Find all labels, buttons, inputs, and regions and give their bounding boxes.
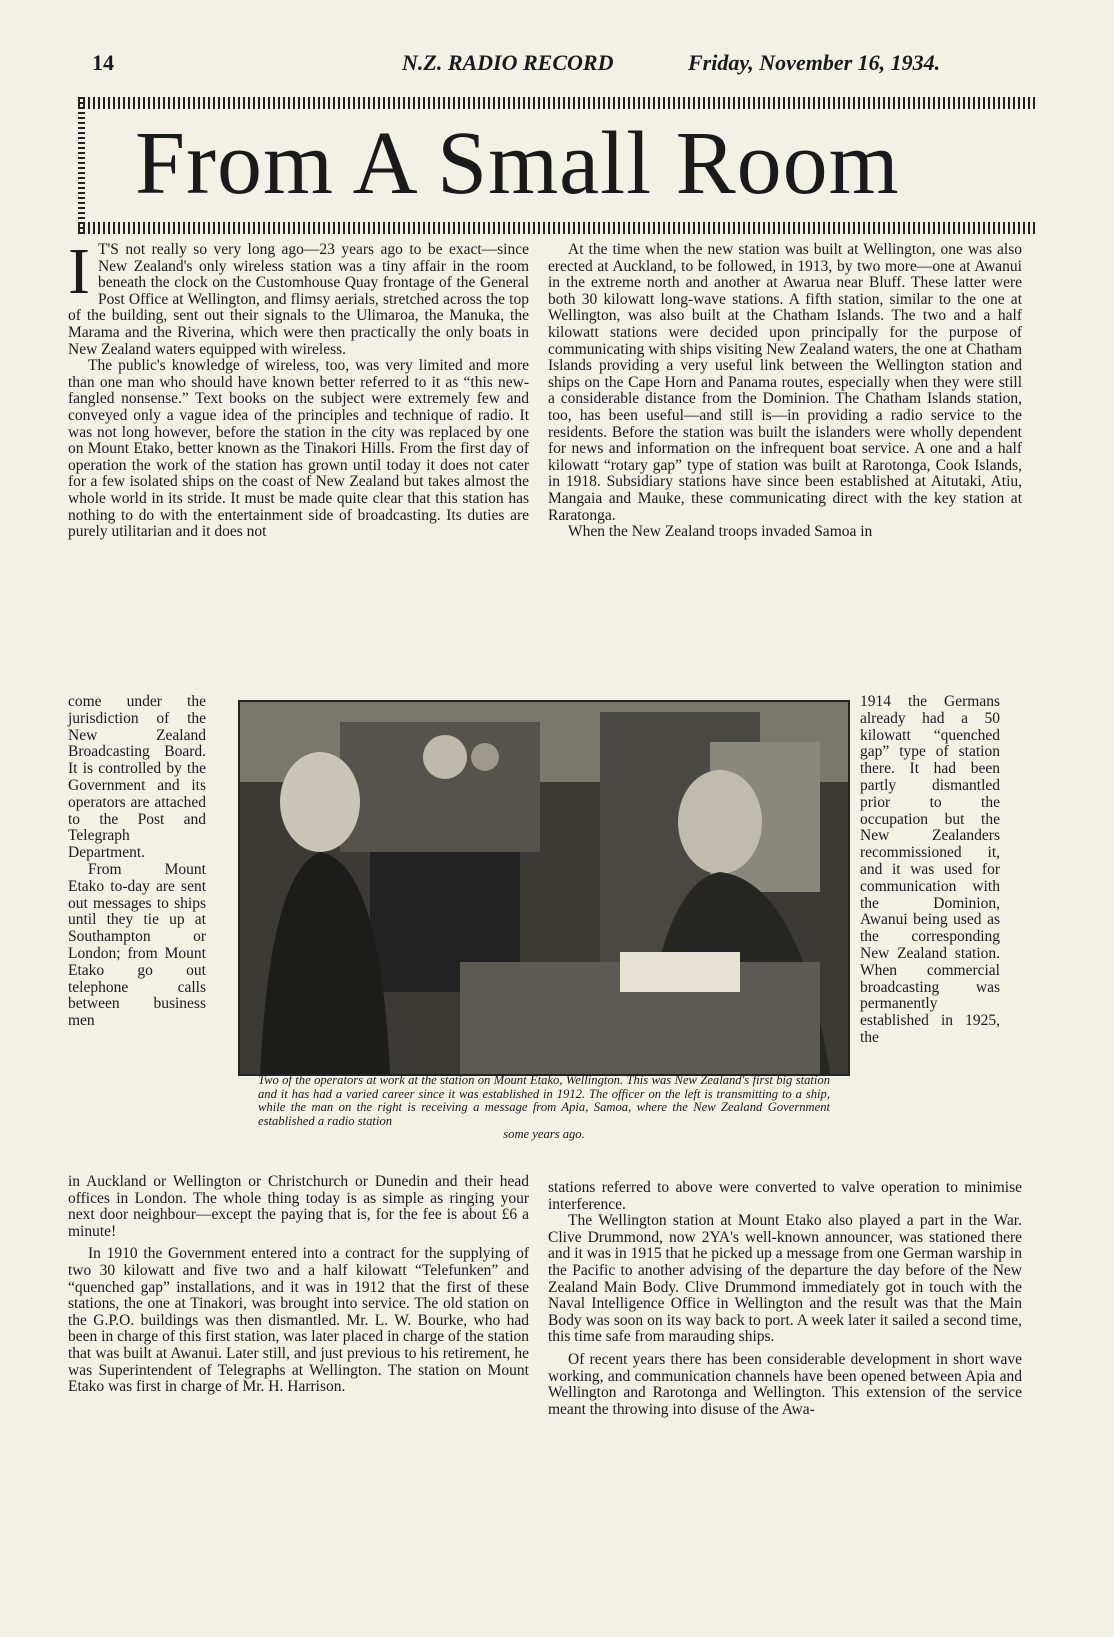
- article-title: From A Small Room: [135, 114, 900, 213]
- page-number: 14: [92, 50, 114, 75]
- column-left-narrow: [68, 694, 206, 1030]
- paragraph: 1914 the Germans already had a 50 kilowatt “quenched gap” type of station there. It had been partly dismantled prior to the occupation but the New Zealanders recommissioned it, and it was used for communication with the Dominion, Awanui being used as the corresponding New Zealand station. When commercial broadcasting was permanently established in 1925, the: [860, 693, 1000, 1046]
- caption-text: Two of the operators at work at the station on Mount Etako, Wellington. This was New Zealand's first big station and it has had a varied career since it was established in 1912. The officer on the left is transmitting to a ship, while the man on the right is receiving a message from Apia, Samoa, where the New Zealand Government established a radio station: [258, 1073, 830, 1128]
- title-rule-bottom: [78, 222, 1038, 234]
- column-left-upper: [68, 235, 529, 541]
- paragraph: in Auckland or Wellington or Christchurch or Dunedin and their head offices in London. The whole thing today is as simple as ringing your next door neighbour—except the paying that is, for the fee is about £6 a minute!: [68, 1173, 529, 1240]
- caption-end: some years ago.: [503, 1127, 585, 1142]
- paragraph: At the time when the new station was built at Wellington, one was also erected at Auckland, to be followed, in 1913, by two more—one at Awanui in the extreme north and another at Awarua near Bluff. These latter were both 30 kilowatt long-wave stations. A fifth station, similar to the one at Wellington, was also built at the Chatham Islands. The two and a half kilowatt stations were decided upon principally for the purpose of communicating with ships visiting New Zealand waters, the one at Chatham Islands providing a very useful link between the Wellington station and ships on the Cape Horn and Panama routes, especially when they were still a considerable distance from the Dominion. The Chatham Islands station, too, has been useful—and still is—in providing a radio service to the residents. Before the station was built the islanders were wholly dependent for news and information on the infrequent boat service. A one and a half kilowatt “rotary gap” type of station was built at Rarotonga, Cook Islands, in 1918. Subsidiary stations have since been established at Aitutaki, Atiu, Mangaia and Mauke, these communicating direct with the key station at Raratonga.: [548, 241, 1022, 524]
- publication-name: N.Z. RADIO RECORD: [402, 50, 614, 75]
- paragraph: In 1910 the Government entered into a contract for the supplying of two 30 kilowatt and five two and a half kilowatt “Telefunken” and “quenched gap” installations, and it was in 1912 that the first of these stations, the one at Tinakori, was brought into service. The old station on the G.P.O. buildings was then dismantled. Mr. L. W. Bourke, who had been in charge of this first station, was later placed in charge of the station that was built at Awanui. Later still, and just previous to his retirement, he was Superintendent of Telegraphs at Wellington. The station on Mount Etako was first in charge of Mr. H. Harrison.: [68, 1245, 529, 1396]
- paragraph: stations referred to above were converted to valve operation to minimise interference.: [548, 1179, 1022, 1213]
- paragraph: When the New Zealand troops invaded Samoa in: [568, 523, 873, 541]
- paragraph: The Wellington station at Mount Etako also played a part in the War. Clive Drummond, now 2YA's well-known announcer, was stationed there and it was in 1915 that he picked up a message from one German warship in the Pacific to another advising of the departure the day before of the New Zealand Main Body. Clive Drummond immediately got in touch with the Naval Intelligence Office in Wellington and the result was that the Main Body was soon on its way back to port. A week later it sailed a second time, this time safe from marauding ships.: [548, 1212, 1022, 1346]
- drop-cap: I: [68, 235, 90, 308]
- column-left-lower: [68, 1174, 529, 1396]
- title-rule-top: [78, 97, 1038, 109]
- paragraph: come under the jurisdiction of the New Zealand Broadcasting Board. It is controlled by the Government and its operators are attached to the Post and Telegraph Department.: [68, 693, 206, 862]
- photo-illustration: [240, 702, 848, 1074]
- column-right-lower: [548, 1180, 1022, 1418]
- title-rule-left: [78, 97, 85, 234]
- column-right-narrow: [860, 694, 1000, 1047]
- paragraph: From Mount Etako to-day are sent out messages to ships until they tie up at Southampton or London; from Mount Etako go out telephone calls between business men: [68, 860, 206, 1030]
- publication-date: Friday, November 16, 1934.: [688, 50, 941, 75]
- article-photo: [238, 700, 850, 1076]
- column-right-upper: [548, 242, 1022, 541]
- paragraph: T'S not really so very long ago—23 years ago to be exact—since New Zealand's only wireless station was a tiny affair in the room beneath the clock on the Customhouse Quay frontage of the General Post Office at Wellington, and flimsy aerials, stretched across the top of the building, sent out their signals to the Ulimaroa, the Manuka, the Marama and the Riverina, which were then practically the only boats in New Zealand waters equipped with wireless.: [68, 241, 529, 358]
- paragraph: Of recent years there has been considerable development in short wave working, and communication channels have been opened between Apia and Wellington and Rarotonga and Wellington. This extension of the service meant the throwing into disuse of the Awa-: [548, 1350, 1022, 1418]
- photo-caption: [258, 1074, 830, 1142]
- paragraph: The public's knowledge of wireless, too, was very limited and more than one man who should have known better referred to it as “this new-fangled nonsense.” Text books on the subject were extremely few and conveyed only a vague idea of the principles and technique of radio. It was not long however, before the station in the city was replaced by one on Mount Etako, better known as the Tinakori Hills. From the first day of operation the work of the station has grown until today it does not cater for a few isolated ships on the coast of New Zealand but takes almost the whole world in its stride. It must be made quite clear that this station has nothing to do with the entertainment side of broadcasting. Its duties are purely utilitarian and it does not: [68, 357, 529, 541]
